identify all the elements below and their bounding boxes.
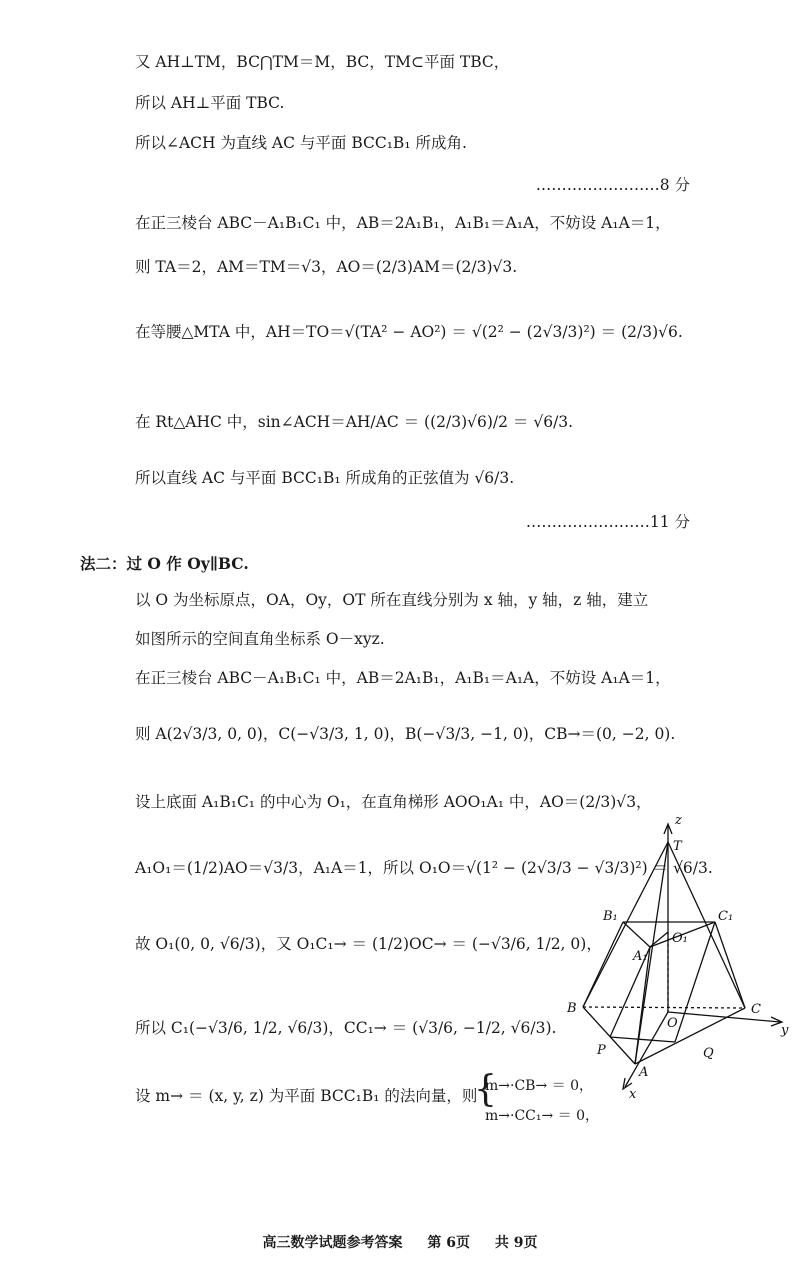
text-line: 在正三棱台 ABC－A₁B₁C₁ 中，AB＝2A₁B₁，A₁B₁＝A₁A，不妨设 A₁A＝1， bbox=[135, 214, 671, 232]
label-B: B bbox=[567, 1001, 577, 1016]
footer-total: 共 9页 bbox=[494, 1235, 538, 1251]
label-x: x bbox=[629, 1087, 637, 1102]
equation-line: A₁O₁＝(1/2)AO＝√3/3，A₁A＝1，所以 O₁O＝√(1² − (2√3/3 − √3/3)²) ＝ √6/3. bbox=[135, 859, 713, 877]
label-O: O bbox=[667, 1016, 678, 1031]
edge-AC bbox=[635, 1008, 745, 1064]
equation-line: 设 m→ ＝ (x, y, z) 为平面 BCC₁B₁ 的法向量，则 bbox=[135, 1087, 478, 1105]
label-C1: C₁ bbox=[718, 909, 734, 924]
label-y: y bbox=[781, 1023, 789, 1038]
brace: { bbox=[474, 1069, 497, 1110]
text-line: 所以 AH⊥平面 TBC. bbox=[135, 94, 285, 112]
footer-page: 第 6页 bbox=[427, 1235, 470, 1251]
frustum-figure bbox=[555, 812, 795, 1102]
equation-line: 在 Rt△AHC 中，sin∠ACH＝AH/AC ＝ ((2/3)√6)/2 ＝ √6/3. bbox=[135, 413, 574, 431]
equation-line: m→·CB→ ＝ 0， bbox=[485, 1078, 593, 1094]
label-A: A bbox=[639, 1065, 649, 1080]
text-line: 又 AH⊥TM，BC⋂TM＝M，BC，TM⊂平面 TBC， bbox=[135, 53, 510, 71]
label-z: z bbox=[675, 813, 682, 828]
equation-line: 所以直线 AC 与平面 BCC₁B₁ 所成角的正弦值为 √6/3. bbox=[135, 469, 515, 487]
equation-line: 故 O₁(0, 0, √6/3)，又 O₁C₁→ ＝ (1/2)OC→ ＝ (−√3/6, 1/2, 0)， bbox=[135, 935, 602, 953]
equation-line: m→·CC₁→ ＝ 0， bbox=[485, 1108, 600, 1124]
score-marker: ……………………8 分 bbox=[535, 176, 690, 194]
edge-B1A1 bbox=[623, 922, 650, 947]
text-line: 在正三棱台 ABC－A₁B₁C₁ 中，AB＝2A₁B₁，A₁B₁＝A₁A，不妨设 A₁A＝1， bbox=[135, 669, 671, 687]
label-T: T bbox=[673, 839, 682, 854]
page-footer bbox=[0, 1232, 800, 1252]
equation-line: 则 A(2√3/3, 0, 0)，C(−√3/3, 1, 0)，B(−√3/3, −1, 0)，CB→＝(0, −2, 0). bbox=[135, 725, 676, 743]
label-O1: O₁ bbox=[672, 931, 688, 946]
text-line: 所以∠ACH 为直线 AC 与平面 BCC₁B₁ 所成角. bbox=[135, 134, 467, 152]
label-B1: B₁ bbox=[603, 909, 618, 924]
method-heading: 法二：过 O 作 Oy∥BC. bbox=[80, 554, 249, 573]
equation-line: 则 TA＝2，AM＝TM＝√3，AO＝(2/3)AM＝(2/3)√3. bbox=[135, 258, 518, 276]
edge-BC bbox=[583, 1007, 745, 1008]
equation-line: 所以 C₁(−√3/6, 1/2, √6/3)，CC₁→ ＝ (√3/6, −1/2, √6/3). bbox=[135, 1019, 557, 1037]
text-line: 以 O 为坐标原点，OA，Oy，OT 所在直线分别为 x 轴，y 轴，z 轴，建立 bbox=[135, 591, 649, 609]
score-marker: ……………………11 分 bbox=[525, 513, 690, 531]
text-line: 如图所示的空间直角坐标系 O－xyz. bbox=[135, 630, 385, 648]
equation-line: 设上底面 A₁B₁C₁ 的中心为 O₁，在直角梯形 AOO₁A₁ 中，AO＝(2/3)√3， bbox=[135, 793, 652, 811]
label-Q: Q bbox=[703, 1046, 714, 1061]
label-A1: A₁ bbox=[633, 949, 648, 964]
equation-line: 在等腰△MTA 中，AH＝TO＝√(TA² − AO²) ＝ √(2² − (2√3/3)²) ＝ (2/3)√6. bbox=[135, 323, 683, 341]
edge-BA bbox=[583, 1007, 635, 1064]
footer-title: 高三数学试题参考答案 bbox=[262, 1235, 403, 1251]
label-P: P bbox=[597, 1043, 606, 1058]
label-C: C bbox=[751, 1002, 761, 1017]
